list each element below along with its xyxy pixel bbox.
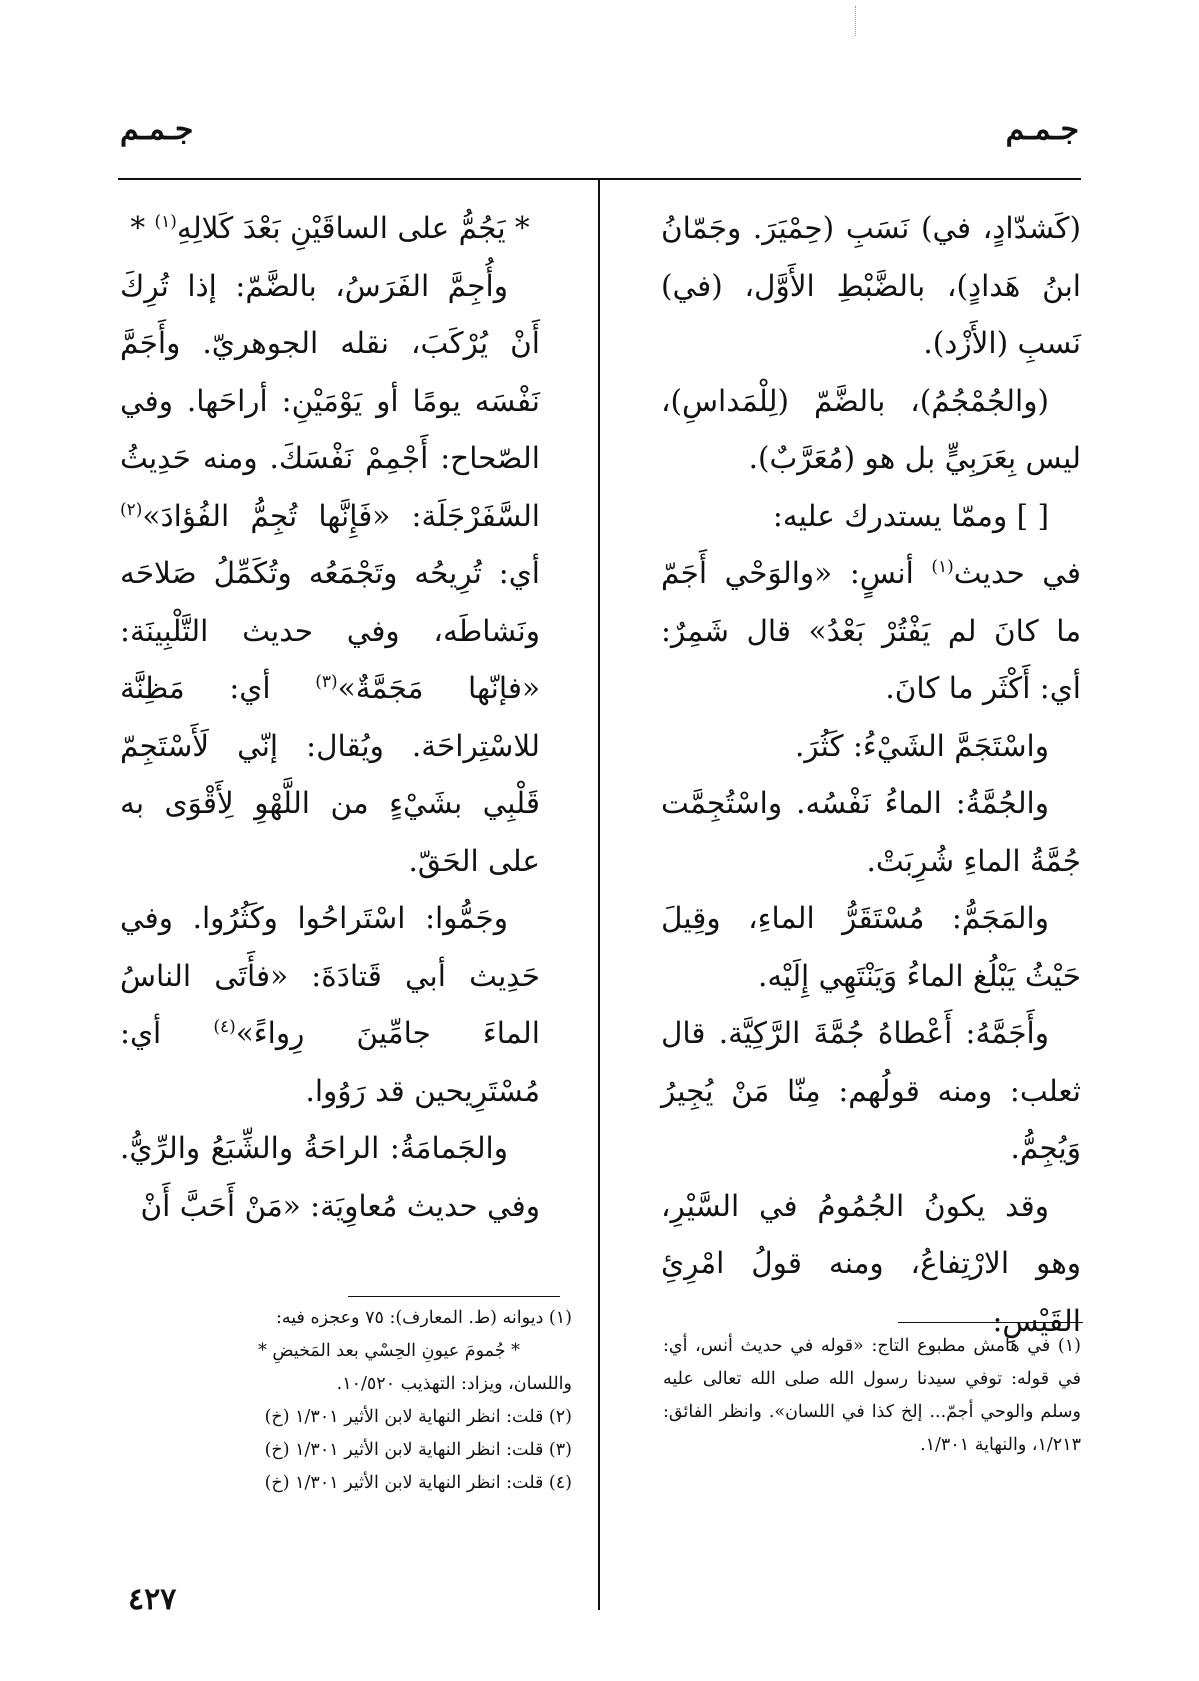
scan-mark [855,6,858,36]
running-header-left: جـمـم [120,112,194,147]
footnotes-right [663,1330,1081,1462]
paragraph: واسْتَجَمَّ الشَيْءُ: كَثُرَ. [795,728,1049,763]
column-divider [598,180,600,1610]
paragraph: وقد يكونُ الجُمُومُ في السَّيْرِ، وهو الارْتِفاعُ، ومنه قولُ امْرِئِ القَيْسِ: [661,1188,1081,1338]
footnote-marker: (٣) [315,672,338,693]
running-header-right: جـمـم [1005,112,1079,147]
footnotes-left [176,1302,572,1500]
footnote-marker: (٢) [120,499,143,520]
footnote: (٢) قلت: انظر النهاية لابن الأثير ١/٣٠١ (خ) [264,1407,572,1427]
paragraph [120,258,540,891]
paragraph: وأَجَمَّهُ: أَعْطاهُ جُمَّةَ الرَّكِيَّة. قال ثعلب: ومنه قولُهم: مِنّا مَنْ يُجِيرُ وَيُجِمُّ. [661,1016,1081,1165]
footnote-marker: (١) [154,212,177,233]
paragraph: (كَشدّادٍ، في) نَسَبِ (حِمْيَرَ. وجَمّانُ ابنُ هَدادٍ)، بالضَّبْطِ الأَوَّل، (في) نَسبِ (الأَزْد). [661,211,1081,360]
footnote: (٤) قلت: انظر النهاية لابن الأثير ١/٣٠١ (خ) [264,1473,572,1493]
paragraph: والمَجَمُّ: مُسْتَقَرُّ الماءِ، وقِيلَ حَيْثُ يَبْلُغ الماءُ وَيَنْتَهِي إِلَيْه. [661,901,1081,993]
verse-line [120,200,540,258]
footnote-rule-right [898,1322,1083,1323]
paragraph: والجَمامَةُ: الراحَةُ والشِّبَعُ والرِّيُّ. وفي حديث مُعاوِيَة: «مَنْ أَحَبَّ أَنْ [120,1131,540,1223]
footnote: (٣) قلت: انظر النهاية لابن الأثير ١/٣٠١ (خ) [264,1440,572,1460]
paragraph: (والجُمْجُمُ)، بالضَّمّ (لِلْمَداسِ)، ليس بِعَرَبِيٍّ بل هو (مُعَرَّبٌ). [661,383,1081,475]
paragraph-text: وأُجِمَّ الفَرَسُ، بالضَّمّ: إذا تُرِكَ أَنْ يُرْكَبَ، نقله الجوهريّ. وأَجَمَّ نَفْسَه يومًا أو يَوْمَيْنِ: أراحَها. وفي الصّحاح: أَجْمِمْ نَفْسَكَ. ومنه حَدِيثُ السَّفَرْجَلَة: «فَإِنَّها تُجِمُّ الفُؤادَ» [120,268,540,533]
footnote-rule-left [348,1296,560,1297]
paragraph [661,545,1081,718]
paragraph-text: أي: تُرِيحُه وتَجْمَعُه وتُكَمِّلُ صَلاحَه ونَشاطَه، وفي حديث التَّلْبِينَة: «فإنّها مَجَمَّةٌ» [120,556,540,705]
paragraph-text: أي: مُسْتَرِيحين قد رَوُوا. [120,1016,540,1108]
left-column [120,200,540,1235]
footnote-marker: (١) [931,557,954,578]
paragraph-text: في حديث [953,556,1081,590]
paragraph: والجُمَّةُ: الماءُ نَفْسُه. واسْتُجِمَّت جُمَّةُ الماءِ شُرِبَتْ. [661,786,1081,878]
paragraph: [ ] وممّا يستدرك عليه: [772,498,1049,533]
page-number: ٤٢٧ [128,1582,177,1617]
paragraph-text: وجَمُّوا: اسْتَراحُوا وكَثُرُوا. وفي حَدِيث أبي قَتادَةَ: «فأَتَى الناسُ الماءَ جامِّينَ رِواءً» [120,901,540,1050]
paragraph [120,890,540,1120]
footnote: (١) في هامش مطبوع التاج: «قوله في حديث أنس، أي: في قوله: توفي سيدنا رسول الله صلى الله تعالى عليه وسلم والوحي أجمّ... إلخ كذا في اللسان». وانظر الفائق: ١/٢١٣، والنهاية ١/٣٠١. [663,1336,1081,1455]
footnote-marker: (٤) [213,1017,236,1038]
verse-text: * يَجُمُّ على الساقَيْنِ بَعْدَ كَلالِهِ [176,211,530,245]
footnote: واللسان، ويزاد: التهذيب ١٠/٥٢٠. [336,1374,572,1394]
right-column [661,200,1081,1350]
verse-text: * [130,211,155,245]
footnote: (١) ديوانه (ط. المعارف): ٧٥ وعجزه فيه: [276,1308,572,1328]
footnote-verse: * جُمومَ عيونِ الحِسْي بعد المَخيضِ * [258,1341,520,1361]
paragraph-text: أنسٍ: «والوَحْي أَجَمّ ما كانَ لم يَفْتُرْ بَعْدُ» قال شَمِرٌ: أي: أَكْثَر ما كانَ. [661,556,1081,705]
paragraph-text: أي: مَظِنَّة للاسْتِراحَة. ويُقال: إنّي لَأَسْتَجِمّ قَلْبِي بشَيْءٍ من اللَّهْوِ لِأَقْوَى به على الحَقّ. [120,671,540,878]
